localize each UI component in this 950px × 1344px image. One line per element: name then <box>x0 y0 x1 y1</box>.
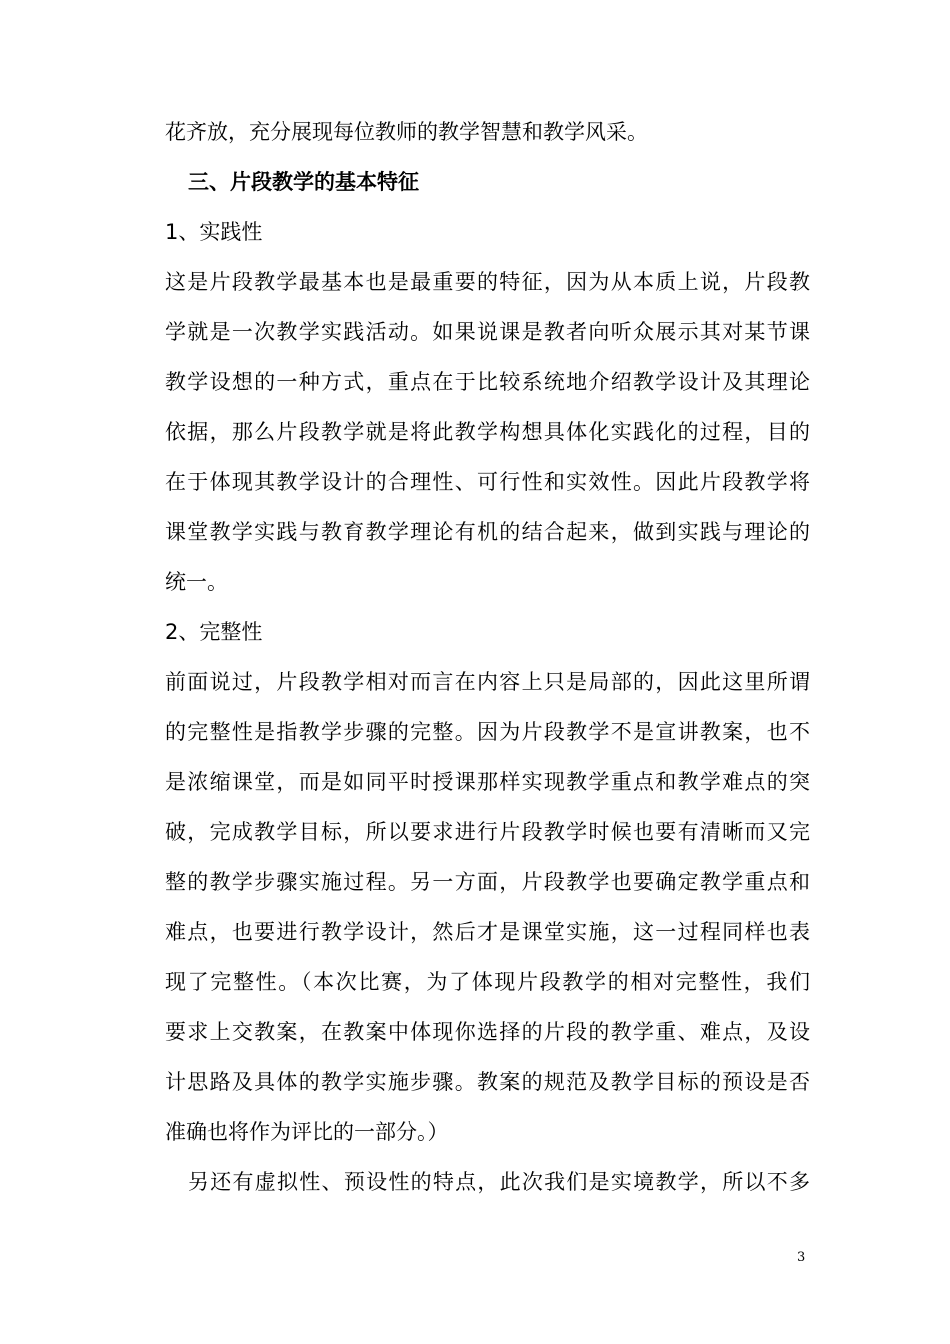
text-line: 的完整性是指教学步骤的完整。因为片段教学不是宣讲教案，也不 <box>165 720 810 744</box>
text-line: 课堂教学实践与教育教学理论有机的结合起来，做到实践与理论的 <box>165 520 810 544</box>
text-line: 统一。 <box>165 570 228 594</box>
text-line: 要求上交教案，在教案中体现你选择的片段的教学重、难点，及设 <box>165 1020 810 1044</box>
text-line: 计思路及具体的教学实施步骤。教案的规范及教学目标的预设是否 <box>165 1070 810 1094</box>
text-line: 在于体现其教学设计的合理性、可行性和实效性。因此片段教学将 <box>165 470 810 494</box>
page-number: 3 <box>797 1250 806 1265</box>
text-line: 这是片段教学最基本也是最重要的特征，因为从本质上说，片段教 <box>165 270 810 294</box>
text-line: 前面说过，片段教学相对而言在内容上只是局部的，因此这里所谓 <box>165 670 810 694</box>
text-line: 准确也将作为评比的一部分。） <box>165 1120 449 1144</box>
text-line: 难点，也要进行教学设计，然后才是课堂实施，这一过程同样也表 <box>165 920 810 944</box>
text-line: 现了完整性。（本次比赛，为了体现片段教学的相对完整性，我们 <box>165 970 810 994</box>
text-line: 教学设想的一种方式，重点在于比较系统地介绍教学设计及其理论 <box>165 370 810 394</box>
subheading-practicality: 1、实践性 <box>165 220 263 244</box>
text-line: 学就是一次教学实践活动。如果说课是教者向听众展示其对某节课 <box>165 320 810 344</box>
text-line: 破，完成教学目标，所以要求进行片段教学时候也要有清晰而又完 <box>165 820 810 844</box>
text-line: 整的教学步骤实施过程。另一方面，片段教学也要确定教学重点和 <box>165 870 810 894</box>
text-line: 是浓缩课堂，而是如同平时授课那样实现教学重点和教学难点的突 <box>165 770 810 794</box>
subheading-completeness: 2、完整性 <box>165 620 263 644</box>
section-heading: 三、片段教学的基本特征 <box>188 170 419 194</box>
text-line: 依据，那么片段教学就是将此教学构想具体化实践化的过程，目的 <box>165 420 810 444</box>
text-line: 花齐放，充分展现每位教师的教学智慧和教学风采。 <box>165 120 648 144</box>
text-line: 另还有虚拟性、预设性的特点，此次我们是实境教学，所以不多 <box>188 1170 810 1194</box>
